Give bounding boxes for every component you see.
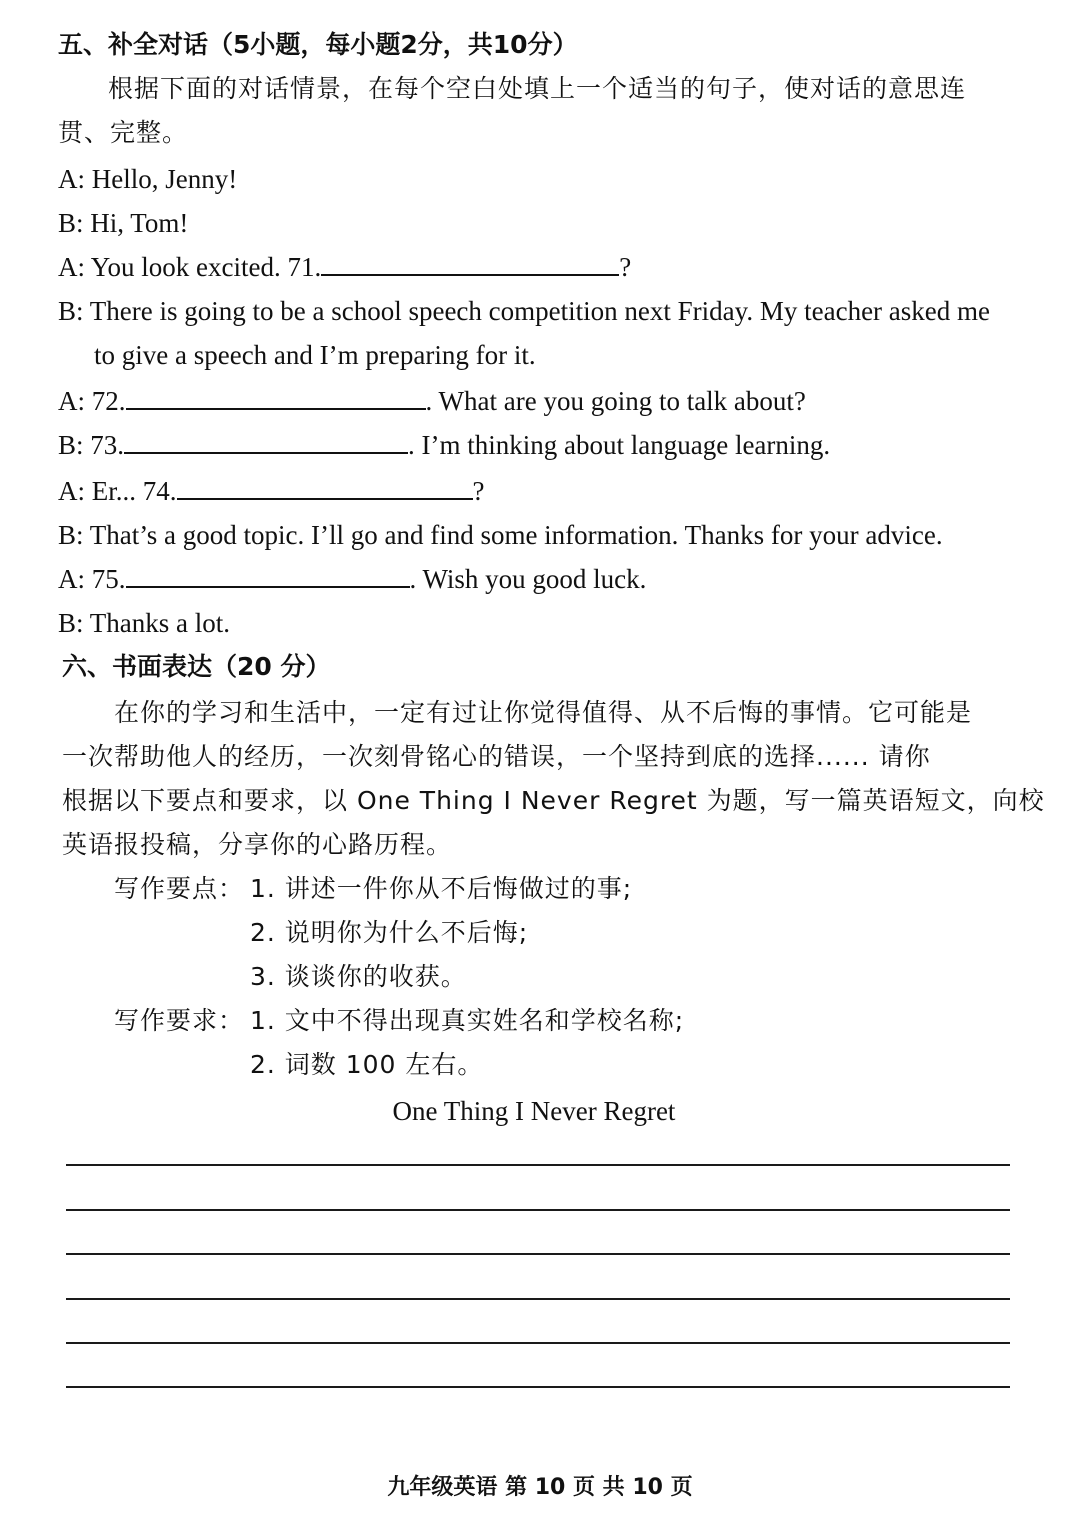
writing-line[interactable] [66,1298,1010,1300]
writing-requirement-2: 2. 词数 100 左右。 [250,1050,484,1079]
section-5-heading: 五、补全对话（5小题，每小题2分，共10分） [58,30,578,59]
section-6-prompt-line-4: 英语报投稿，分享你的心路历程。 [62,830,453,859]
dialogue-text-after: ? [619,252,632,282]
answer-blank-73[interactable] [124,430,408,454]
dialogue-text: B: Thanks a lot. [58,608,230,638]
dialogue-text: A: 72. [58,386,126,416]
writing-requirement-1: 1. 文中不得出现真实姓名和学校名称; [250,1006,685,1035]
page-footer: 九年级英语 第 10 页 共 10 页 [387,1475,693,1500]
dialogue-line-71 [58,250,631,284]
dialogue-text: to give a speech and I’m preparing for it. [94,340,536,370]
section-6-prompt-line-3: 根据以下要点和要求，以 One Thing I Never Regret 为题，写一篇英语短文，向校 [62,786,1045,815]
answer-blank-71[interactable] [321,252,619,276]
dialogue-text: A: You look excited. 71. [58,252,322,282]
writing-requirements-label: 写作要求： [114,1006,245,1035]
dialogue-line-72 [58,384,806,418]
section-5-instruction-line-2: 贯、完整。 [58,118,189,147]
dialogue-text: A: Er... 74. [58,476,177,506]
writing-points-label: 写作要点： [114,874,245,903]
answer-blank-75[interactable] [126,564,410,588]
dialogue-line-5 [94,338,536,372]
answer-blank-74[interactable] [177,476,473,500]
dialogue-line-4 [58,294,990,328]
dialogue-line-2 [58,206,188,240]
dialogue-text: B: There is going to be a school speech competition next Friday. My teacher asked me [58,296,991,326]
dialogue-line-74 [58,474,484,508]
section-5-instruction-line-1: 根据下面的对话情景，在每个空白处填上一个适当的句子，使对话的意思连 [108,74,967,103]
answer-blank-72[interactable] [126,386,426,410]
dialogue-text-after: . What are you going to talk about? [425,386,806,416]
writing-point-2: 2. 说明你为什么不后悔; [250,918,529,947]
writing-line[interactable] [66,1164,1010,1166]
essay-title: One Thing I Never Regret [392,1096,676,1126]
dialogue-text-after: ? [472,476,485,506]
writing-line[interactable] [66,1386,1010,1388]
writing-point-3: 3. 谈谈你的收获。 [250,962,467,991]
section-6-prompt-line-2: 一次帮助他人的经历，一次刻骨铭心的错误，一个坚持到底的选择...... 请你 [62,742,931,771]
dialogue-text: B: 73. [58,430,125,460]
dialogue-line-73 [58,428,830,462]
dialogue-text: A: Hello, Jenny! [58,164,238,194]
dialogue-text-after: . I’m thinking about language learning. [408,430,831,460]
writing-line[interactable] [66,1209,1010,1211]
dialogue-text: B: Hi, Tom! [58,208,189,238]
dialogue-line-75 [58,562,646,596]
dialogue-text: B: That’s a good topic. I’ll go and find some information. Thanks for your advice. [58,520,943,550]
writing-line[interactable] [66,1253,1010,1255]
dialogue-line-1 [58,162,237,196]
section-6-prompt-line-1: 在你的学习和生活中，一定有过让你觉得值得、从不后悔的事情。它可能是 [114,698,973,727]
writing-line[interactable] [66,1342,1010,1344]
dialogue-line-11 [58,606,230,640]
dialogue-text: A: 75. [58,564,126,594]
section-6-heading: 六、书面表达（20 分） [62,652,331,681]
dialogue-line-9 [58,518,943,552]
writing-point-1: 1. 讲述一件你从不后悔做过的事; [250,874,633,903]
dialogue-text-after: . Wish you good luck. [409,564,647,594]
